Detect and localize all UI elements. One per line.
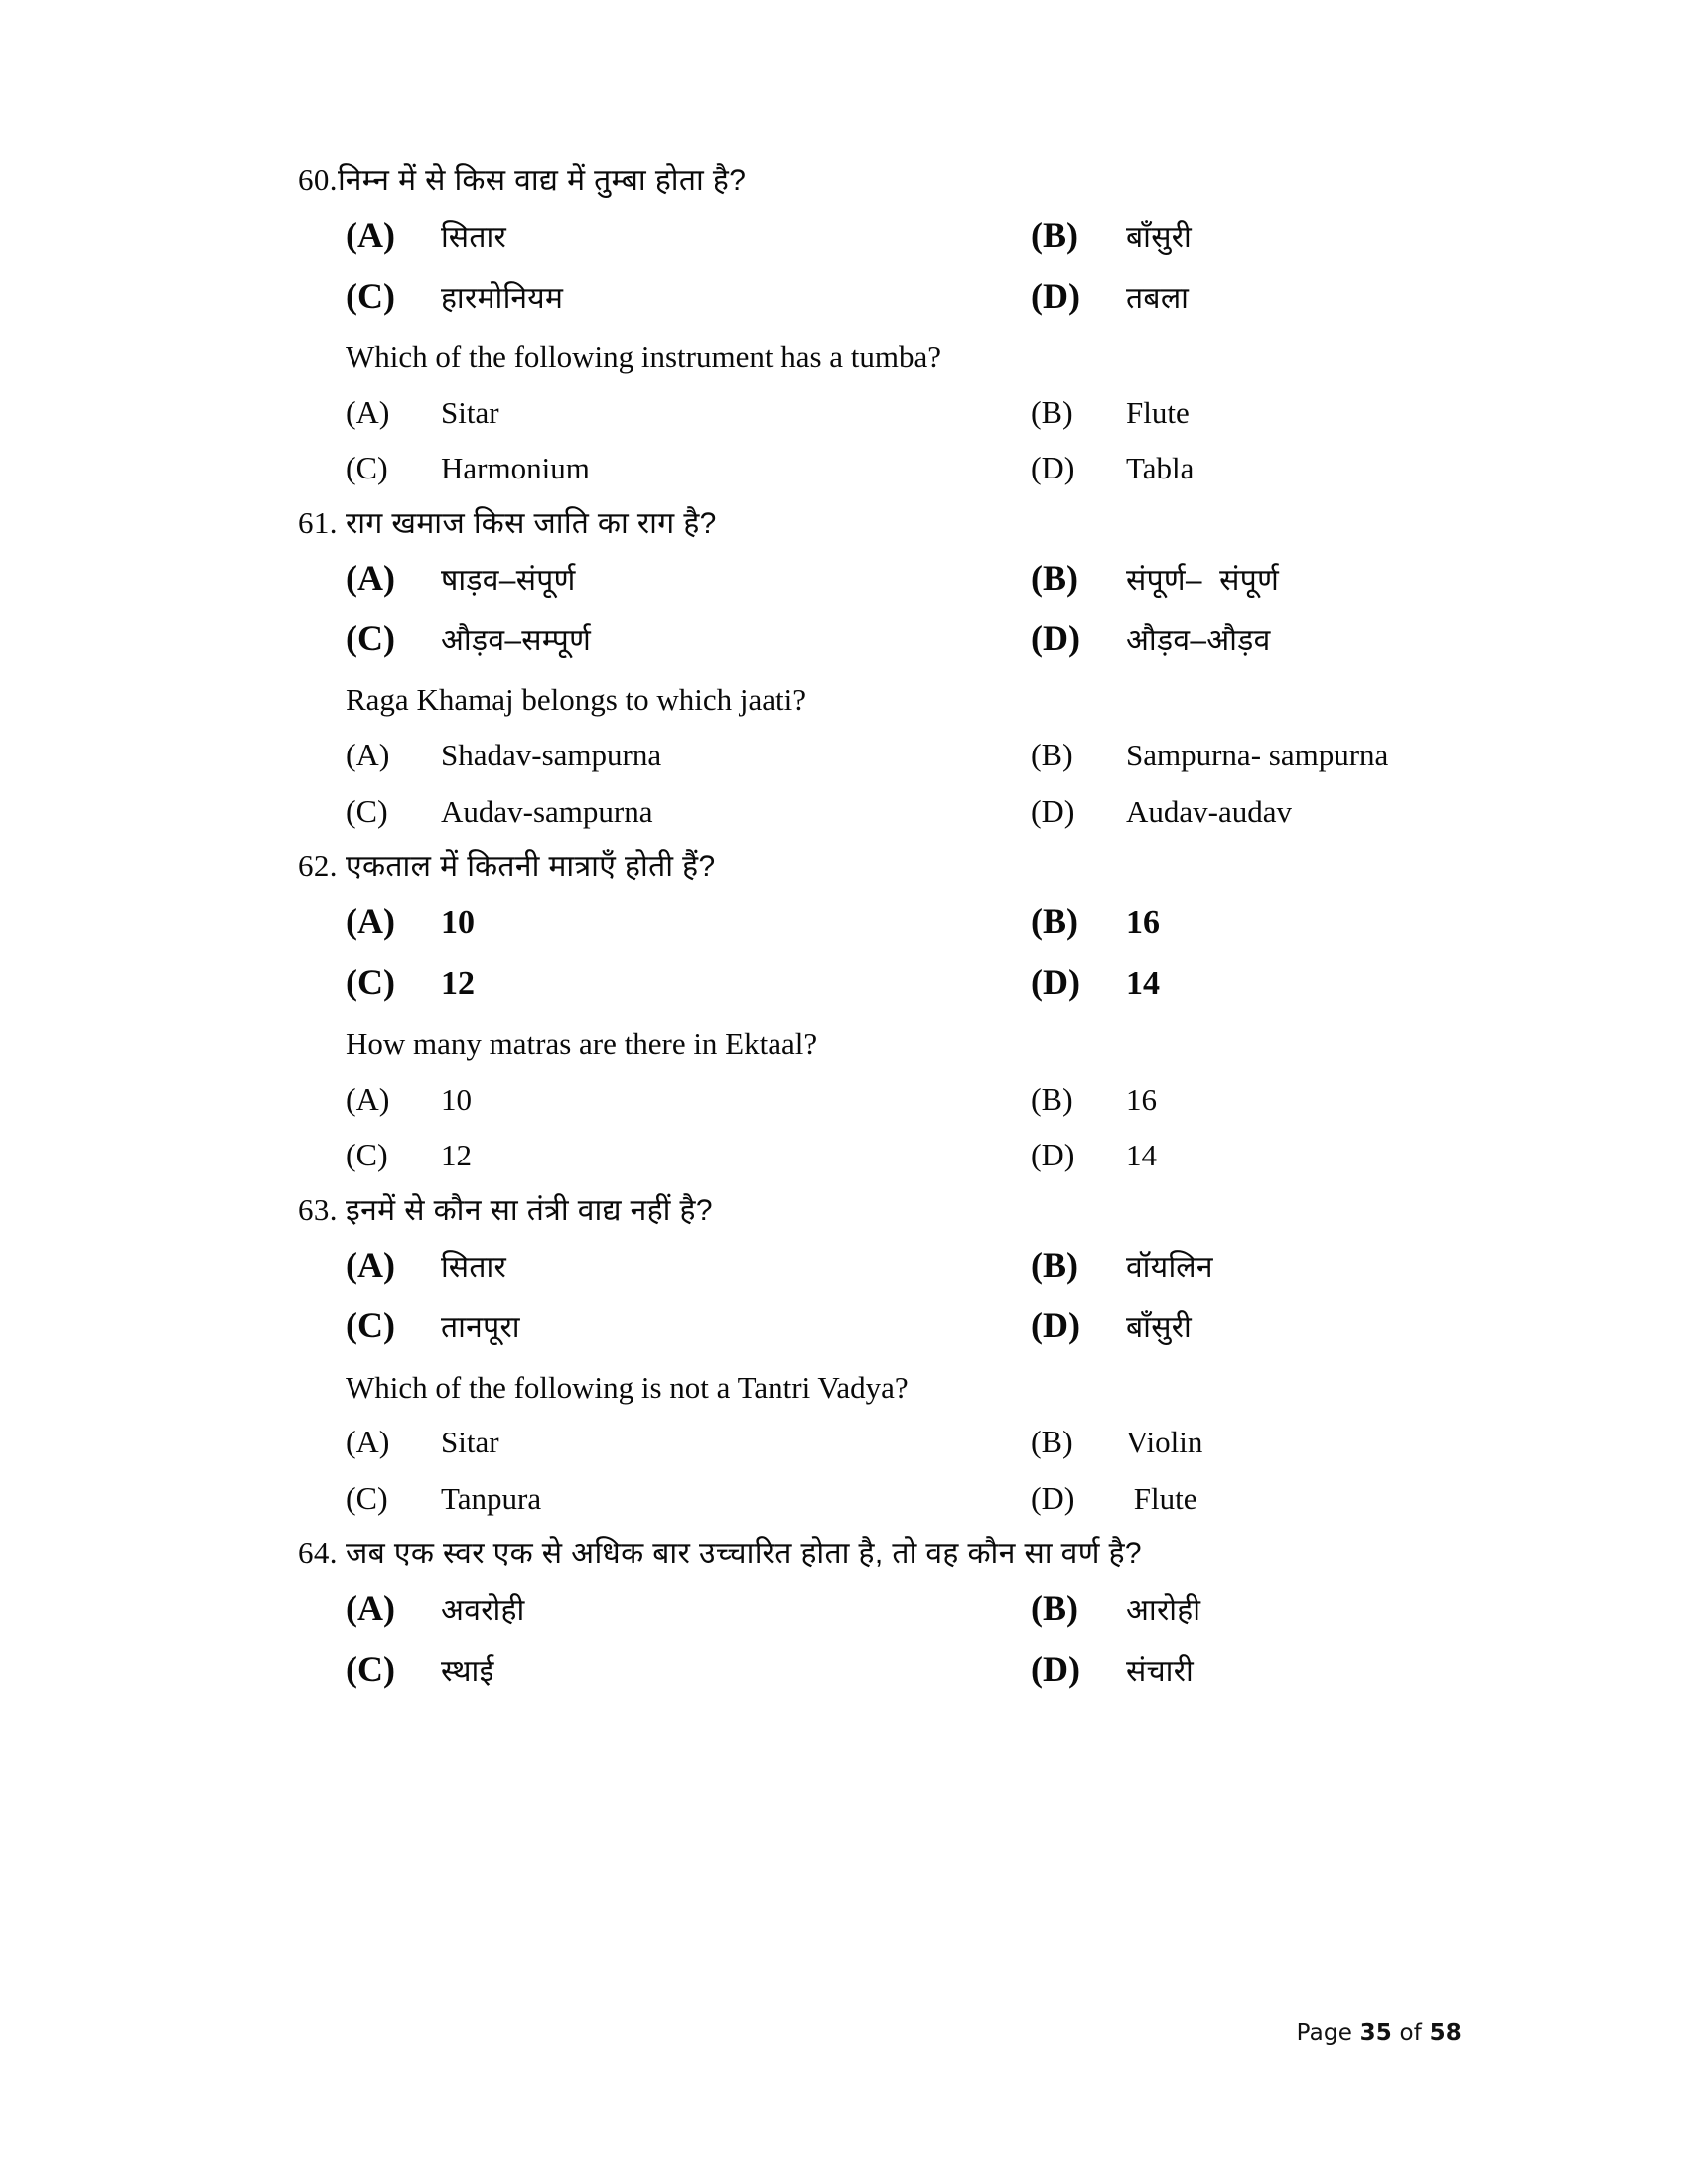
question-61-english-stem: Raga Khamaj belongs to which jaati? <box>346 682 807 718</box>
option-text: औड़व–औड़व <box>1126 624 1271 658</box>
option-text: 12 <box>441 1138 472 1173</box>
question-62-hindi-option-c[interactable] <box>346 952 1031 1014</box>
option-label: (B) <box>1031 558 1078 598</box>
footer-middle: of <box>1391 2020 1430 2046</box>
option-label: (A) <box>346 1245 395 1286</box>
option-label: (D) <box>1031 1305 1080 1346</box>
question-61-english-option-a[interactable] <box>346 727 1031 782</box>
option-text: 14 <box>1126 1138 1157 1173</box>
question-60-hindi-option-d[interactable] <box>1031 266 1450 327</box>
question-63-hindi-option-a[interactable] <box>346 1235 1031 1296</box>
question-60-english-stem: Which of the following instrument has a tumba? <box>346 339 942 374</box>
question-63-hindi-stem-line <box>298 1189 1450 1232</box>
option-label: (C) <box>346 450 388 486</box>
question-block-63 <box>298 1189 1450 1527</box>
question-62-hindi-option-d[interactable] <box>1031 952 1450 1014</box>
question-61-hindi-option-b[interactable] <box>1031 548 1450 609</box>
question-64-number: 64. <box>298 1535 338 1570</box>
option-text: Flute <box>1126 1480 1197 1516</box>
option-label: (D) <box>1031 1648 1080 1689</box>
question-61-hindi-option-d[interactable] <box>1031 609 1450 669</box>
option-text: 10 <box>441 1081 472 1117</box>
question-61-english-options <box>346 727 1450 839</box>
option-label: (B) <box>1031 1245 1078 1286</box>
question-64-hindi-stem-line <box>298 1532 1450 1574</box>
option-label: (A) <box>346 1424 390 1460</box>
question-63-hindi-option-c[interactable] <box>346 1296 1031 1356</box>
option-text: 10 <box>441 903 475 941</box>
question-62-hindi-stem-line <box>298 845 1450 887</box>
option-text: तबला <box>1126 281 1190 315</box>
option-text: संपूर्ण– संपूर्ण <box>1126 564 1280 597</box>
option-label: (C) <box>346 1648 395 1689</box>
option-label: (D) <box>1031 792 1075 829</box>
question-63-number: 63. <box>298 1191 338 1227</box>
question-61-hindi-stem-line <box>298 502 1450 545</box>
question-block-64 <box>298 1532 1450 1700</box>
option-text: Sampurna- sampurna <box>1126 738 1389 773</box>
question-62-english-option-d[interactable] <box>1031 1127 1450 1182</box>
question-64-hindi-options <box>346 1578 1450 1700</box>
question-62-english-option-c[interactable] <box>346 1127 1031 1182</box>
question-60-english-option-b[interactable] <box>1031 384 1450 440</box>
question-62-hindi-option-b[interactable] <box>1031 891 1450 953</box>
question-60-english-option-c[interactable] <box>346 440 1031 495</box>
option-text: Sitar <box>441 1425 499 1460</box>
option-text: आरोही <box>1126 1593 1201 1627</box>
option-text: Harmonium <box>441 451 590 486</box>
question-61-english-option-b[interactable] <box>1031 727 1450 782</box>
option-label: (D) <box>1031 962 1080 1003</box>
question-63-english-option-b[interactable] <box>1031 1414 1450 1469</box>
question-63-hindi-option-b[interactable] <box>1031 1235 1450 1296</box>
option-text: सितार <box>441 220 507 254</box>
option-text: बाँसुरी <box>1126 1311 1193 1345</box>
option-label: (A) <box>346 558 395 598</box>
option-text: हारमोनियम <box>441 281 564 315</box>
option-text: 16 <box>1126 903 1160 941</box>
question-63-english-option-d[interactable] <box>1031 1470 1450 1526</box>
question-61-hindi-stem: राग खमाज किस जाति का राग है? <box>345 506 717 540</box>
question-60-english-options <box>346 384 1450 496</box>
option-text: सितार <box>441 1251 507 1285</box>
option-label: (B) <box>1031 393 1073 430</box>
option-label: (B) <box>1031 1587 1078 1628</box>
question-62-hindi-options <box>346 891 1450 1015</box>
question-62-hindi-stem: एकताल में कितनी मात्राएँ होती हैं? <box>345 850 716 883</box>
option-label: (C) <box>346 1305 395 1346</box>
option-text: Sitar <box>441 394 499 430</box>
question-64-hindi-option-c[interactable] <box>346 1639 1031 1700</box>
question-block-61 <box>298 502 1450 840</box>
option-text: 14 <box>1126 965 1160 1003</box>
question-60-english-option-a[interactable] <box>346 384 1031 440</box>
option-label: (A) <box>346 1587 395 1628</box>
question-63-english-option-c[interactable] <box>346 1470 1031 1526</box>
question-60-hindi-option-b[interactable] <box>1031 205 1450 266</box>
option-text: संचारी <box>1126 1654 1195 1688</box>
footer-total-pages: 58 <box>1429 2020 1462 2046</box>
question-62-hindi-option-a[interactable] <box>346 891 1031 953</box>
option-label: (B) <box>1031 1080 1073 1117</box>
question-62-english-stem: How many matras are there in Ektaal? <box>346 1026 818 1062</box>
question-62-english-options <box>346 1071 1450 1183</box>
option-label: (D) <box>1031 618 1080 659</box>
option-text: बाँसुरी <box>1126 220 1193 254</box>
option-label: (C) <box>346 962 395 1003</box>
question-64-hindi-option-a[interactable] <box>346 1578 1031 1639</box>
option-text: Audav-sampurna <box>441 793 653 829</box>
option-text: Violin <box>1126 1425 1203 1460</box>
option-text: Shadav-sampurna <box>441 738 662 773</box>
option-label: (D) <box>1031 1479 1075 1516</box>
option-text: Flute <box>1126 394 1190 430</box>
option-label: (B) <box>1031 900 1078 941</box>
option-label: (D) <box>1031 450 1075 486</box>
question-60-hindi-stem: निम्न में से किस वाद्य में तुम्बा होता है? <box>337 164 747 197</box>
option-text: तानपूरा <box>441 1311 520 1345</box>
question-61-english-option-c[interactable] <box>346 783 1031 839</box>
question-block-62 <box>298 845 1450 1183</box>
question-64-hindi-option-b[interactable] <box>1031 1578 1450 1639</box>
option-label: (A) <box>346 393 390 430</box>
option-label: (A) <box>346 737 390 773</box>
page-footer <box>1297 2020 1462 2046</box>
option-text: औड़व–सम्पूर्ण <box>441 624 592 658</box>
option-text: षाड़व–संपूर्ण <box>441 564 576 597</box>
option-text: स्थाई <box>441 1654 494 1688</box>
option-text: Tabla <box>1126 451 1195 486</box>
option-label: (B) <box>1031 1424 1073 1460</box>
option-label: (C) <box>346 275 395 316</box>
option-text: Audav-audav <box>1126 793 1292 829</box>
option-text: वॉयलिन <box>1126 1251 1213 1285</box>
question-63-hindi-options <box>346 1235 1450 1356</box>
option-label: (B) <box>1031 737 1073 773</box>
option-label: (C) <box>346 618 395 659</box>
question-63-english-stem: Which of the following is not a Tantri Vadya? <box>346 1369 909 1405</box>
option-label: (A) <box>346 214 395 255</box>
question-61-number: 61. <box>298 504 338 540</box>
question-61-english-option-d[interactable] <box>1031 783 1450 839</box>
footer-prefix: Page <box>1296 2020 1360 2046</box>
option-label: (A) <box>346 1080 390 1117</box>
option-label: (C) <box>346 1479 388 1516</box>
questions-container <box>298 159 1450 1700</box>
question-60-hindi-option-a[interactable] <box>346 205 1031 266</box>
option-text: Tanpura <box>441 1480 542 1516</box>
option-text: 16 <box>1126 1081 1157 1117</box>
option-label: (D) <box>1031 275 1080 316</box>
question-61-hindi-options <box>346 548 1450 669</box>
question-62-english-option-b[interactable] <box>1031 1071 1450 1127</box>
question-63-hindi-option-d[interactable] <box>1031 1296 1450 1356</box>
question-block-60 <box>298 159 1450 496</box>
question-62-number: 62. <box>298 848 338 883</box>
option-text: अवरोही <box>441 1593 525 1627</box>
option-label: (D) <box>1031 1137 1075 1173</box>
question-63-hindi-stem: इनमें से कौन सा तंत्री वाद्य नहीं है? <box>345 1193 713 1227</box>
question-61-hindi-option-a[interactable] <box>346 548 1031 609</box>
question-64-hindi-option-d[interactable] <box>1031 1639 1450 1700</box>
footer-page-number: 35 <box>1359 2020 1392 2046</box>
question-61-hindi-option-c[interactable] <box>346 609 1031 669</box>
option-label: (C) <box>346 1137 388 1173</box>
question-60-hindi-stem-line <box>298 159 1450 202</box>
question-64-hindi-stem: जब एक स्वर एक से अधिक बार उच्चारित होता है, तो वह कौन सा वर्ण है? <box>345 1537 1142 1570</box>
question-63-english-options <box>346 1414 1450 1526</box>
option-label: (A) <box>346 900 395 941</box>
question-62-english-option-a[interactable] <box>346 1071 1031 1127</box>
question-60-hindi-options <box>346 205 1450 327</box>
question-60-hindi-option-c[interactable] <box>346 266 1031 327</box>
question-60-english-option-d[interactable] <box>1031 440 1450 495</box>
option-label: (B) <box>1031 214 1078 255</box>
option-label: (C) <box>346 792 388 829</box>
question-63-english-option-a[interactable] <box>346 1414 1031 1469</box>
option-text: 12 <box>441 965 475 1003</box>
question-60-number: 60. <box>298 162 338 197</box>
